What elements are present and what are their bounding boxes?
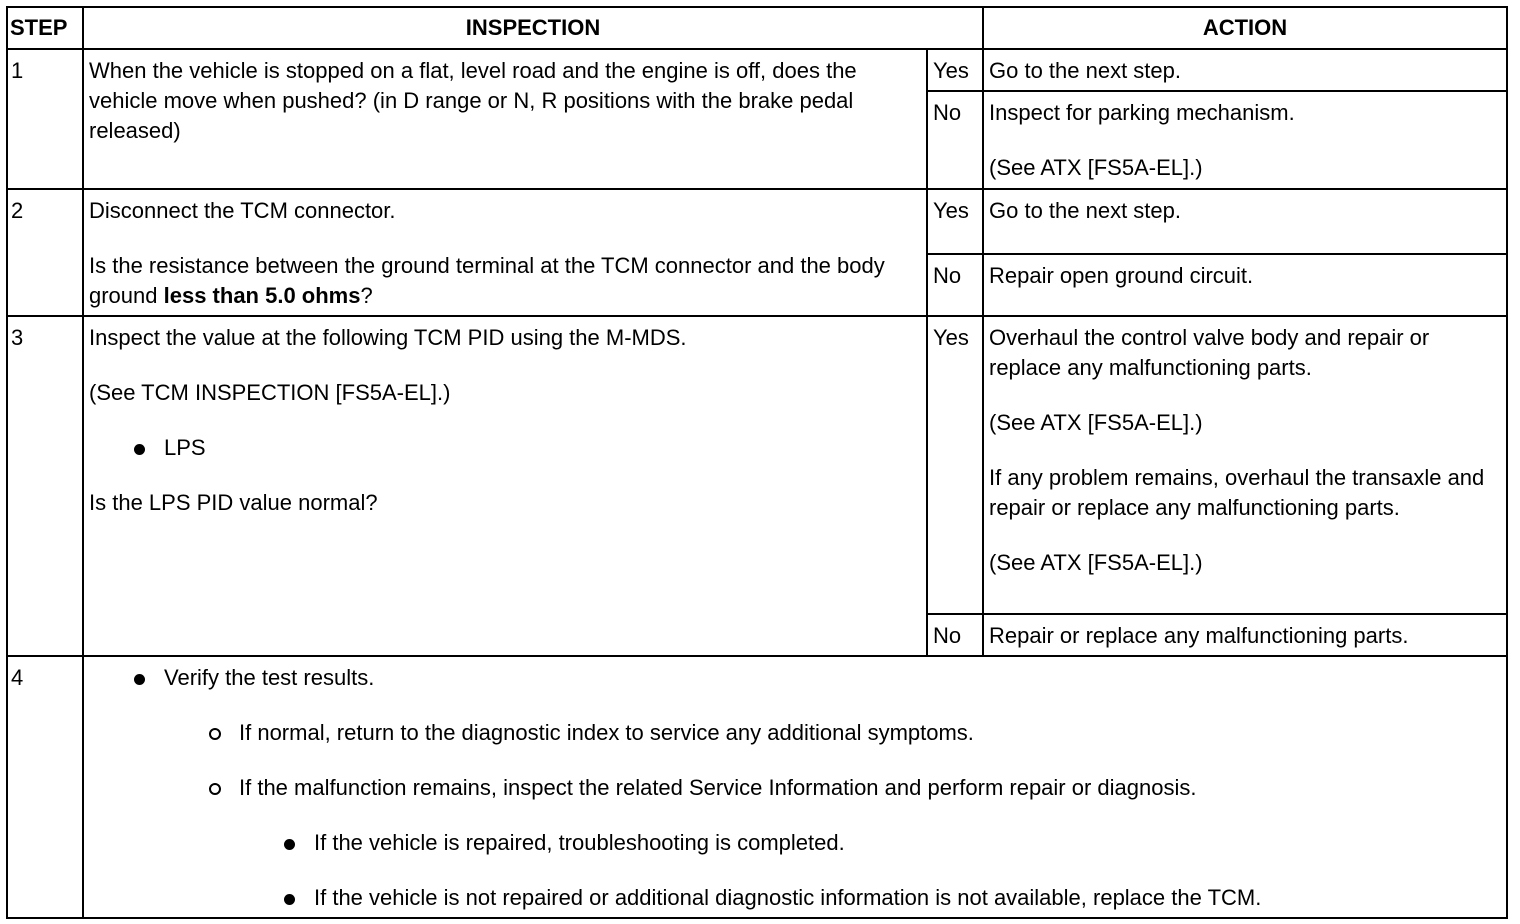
no-action: Repair or replace any malfunctioning parts.: [983, 614, 1507, 656]
step-header: STEP: [7, 7, 83, 49]
inspection-header: INSPECTION: [83, 7, 983, 49]
bullet-icon: [284, 894, 295, 905]
action-header: ACTION: [983, 7, 1507, 49]
yes-label: Yes: [927, 316, 983, 614]
diagnostic-table: [6, 6, 1508, 919]
no-label: No: [927, 91, 983, 189]
yes-label: Yes: [927, 49, 983, 91]
step-number: 1: [7, 49, 83, 189]
step-number: 2: [7, 189, 83, 316]
table-row: [7, 656, 1507, 918]
no-action: Inspect for parking mechanism. (See ATX [FS5A-EL].): [983, 91, 1507, 189]
circle-bullet-icon: [209, 783, 221, 795]
yes-label: Yes: [927, 189, 983, 254]
table-row: [7, 316, 1507, 614]
table-row: [7, 189, 1507, 254]
circle-bullet-icon: [209, 728, 221, 740]
step-inspection: Verify the test results. If normal, return to the diagnostic index to service any additional symptoms. If the malfunction remains, inspect the related Service Information and perform repair or diagnosis. If the vehicle is repaired, troubleshooting is completed. If the vehicle is not repaired or additional diagnostic information is not available, replace the TCM.: [83, 656, 1507, 918]
no-label: No: [927, 614, 983, 656]
bullet-icon: [134, 674, 145, 685]
yes-action: Go to the next step.: [983, 189, 1507, 254]
yes-action: Overhaul the control valve body and repair or replace any malfunctioning parts. (See ATX [FS5A-EL].) If any problem remains, overhaul the transaxle and repair or replace any malfunctioning parts. (See ATX [FS5A-EL].): [983, 316, 1507, 614]
step-inspection: When the vehicle is stopped on a flat, level road and the engine is off, does the vehicle move when pushed? (in D range or N, R positions with the brake pedal released): [83, 49, 927, 189]
step-inspection: Disconnect the TCM connector. Is the resistance between the ground terminal at the TCM connector and the body ground less than 5.0 ohms?: [83, 189, 927, 316]
step-number: 4: [7, 656, 83, 918]
table-row: [7, 49, 1507, 91]
bullet-icon: [134, 444, 145, 455]
no-label: No: [927, 254, 983, 317]
bullet-icon: [284, 839, 295, 850]
step-inspection: Inspect the value at the following TCM PID using the M-MDS. (See TCM INSPECTION [FS5A-EL].) LPS Is the LPS PID value normal?: [83, 316, 927, 656]
step-number: 3: [7, 316, 83, 656]
header-row: [7, 7, 1507, 49]
yes-action: Go to the next step.: [983, 49, 1507, 91]
no-action: Repair open ground circuit.: [983, 254, 1507, 317]
